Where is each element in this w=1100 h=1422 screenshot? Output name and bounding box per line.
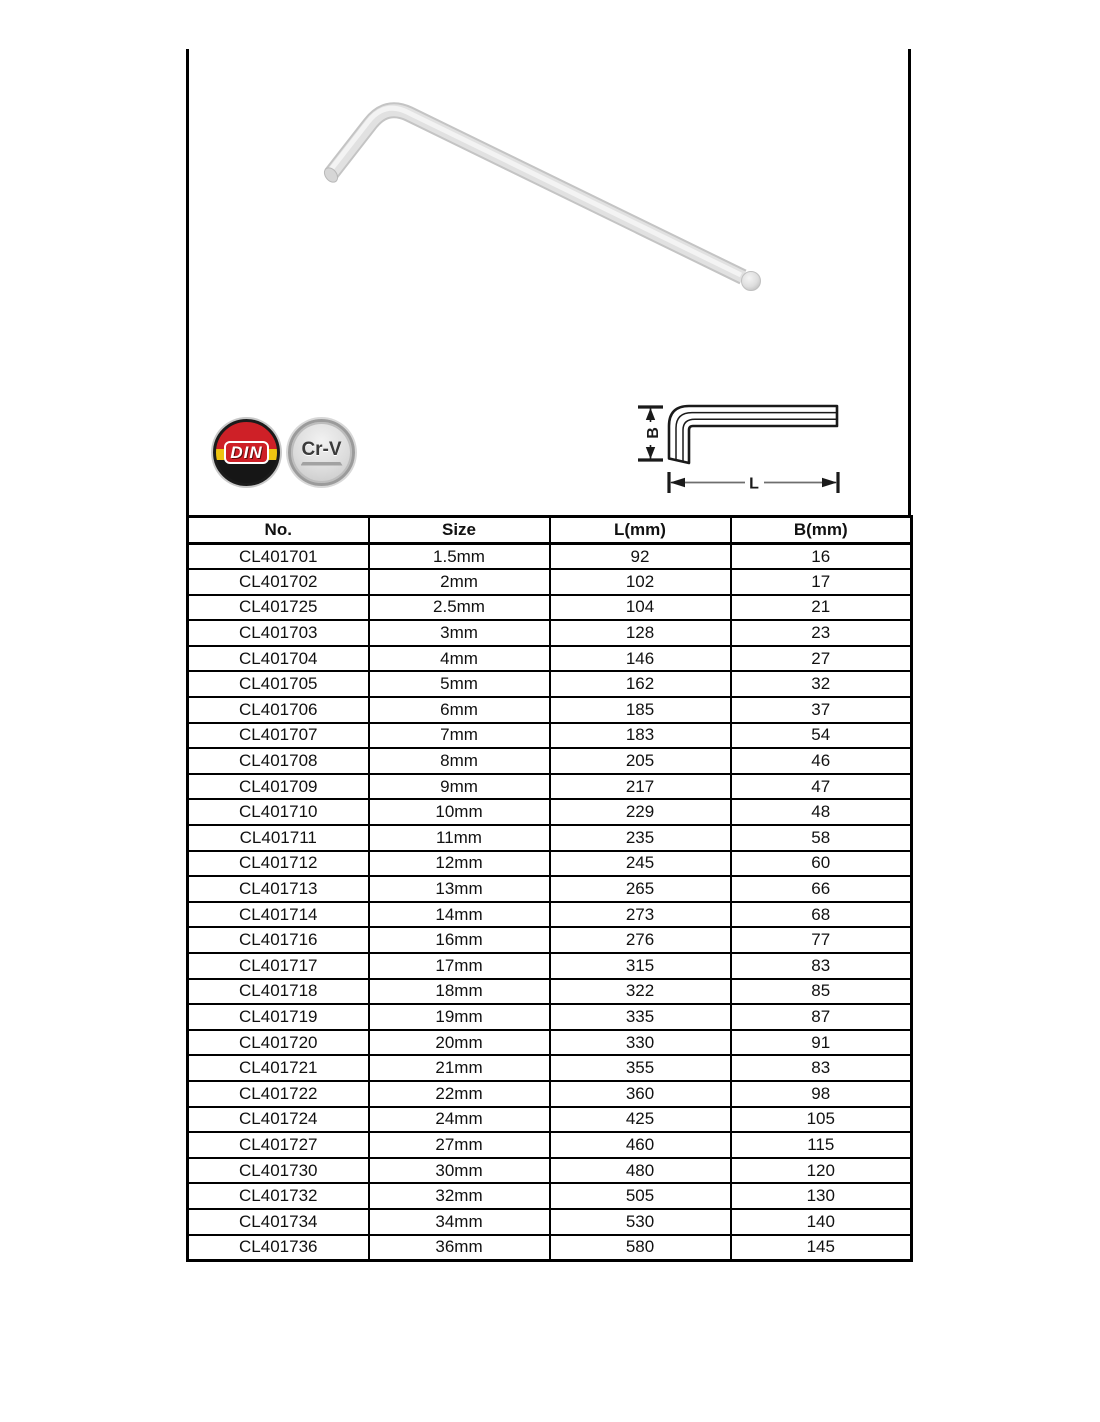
table-cell: 17 — [731, 569, 912, 595]
table-row — [188, 697, 912, 723]
table-cell: 32 — [731, 671, 912, 697]
table-cell: CL401711 — [188, 825, 369, 851]
table-cell: 27 — [731, 646, 912, 672]
table-cell: 505 — [550, 1183, 731, 1209]
dimension-l — [669, 472, 838, 493]
table-cell: CL401722 — [188, 1081, 369, 1107]
table-cell: 87 — [731, 1004, 912, 1030]
table-cell: 7mm — [369, 723, 550, 749]
table-cell: 34mm — [369, 1209, 550, 1235]
table-cell: 92 — [550, 544, 731, 570]
table-cell: 19mm — [369, 1004, 550, 1030]
table-cell: 460 — [550, 1132, 731, 1158]
table-row — [188, 953, 912, 979]
table-cell: 12mm — [369, 851, 550, 877]
table-cell: 530 — [550, 1209, 731, 1235]
table-cell: 17mm — [369, 953, 550, 979]
table-cell: CL401734 — [188, 1209, 369, 1235]
table-cell: CL401703 — [188, 620, 369, 646]
table-cell: CL401714 — [188, 902, 369, 928]
table-cell: 115 — [731, 1132, 912, 1158]
table-cell: 3mm — [369, 620, 550, 646]
table-cell: 16 — [731, 544, 912, 570]
table-cell: 20mm — [369, 1030, 550, 1056]
table-cell: 128 — [550, 620, 731, 646]
table-cell: CL401720 — [188, 1030, 369, 1056]
table-cell: 245 — [550, 851, 731, 877]
table-cell: CL401730 — [188, 1158, 369, 1184]
table-row — [188, 799, 912, 825]
table-cell: 265 — [550, 876, 731, 902]
table-cell: 66 — [731, 876, 912, 902]
table-row — [188, 1055, 912, 1081]
crv-badge-icon — [288, 419, 355, 486]
table-cell: 18mm — [369, 979, 550, 1005]
table-cell: 60 — [731, 851, 912, 877]
table-cell: CL401708 — [188, 748, 369, 774]
spec-table-body — [188, 544, 912, 1261]
table-row — [188, 723, 912, 749]
table-row — [188, 1004, 912, 1030]
table-cell: 146 — [550, 646, 731, 672]
table-row — [188, 748, 912, 774]
table-cell: 335 — [550, 1004, 731, 1030]
table-cell: 37 — [731, 697, 912, 723]
table-cell: CL401727 — [188, 1132, 369, 1158]
table-cell: CL401712 — [188, 851, 369, 877]
hex-key-outline — [669, 406, 837, 463]
table-row — [188, 927, 912, 953]
table-cell: 330 — [550, 1030, 731, 1056]
table-cell: 22mm — [369, 1081, 550, 1107]
table-cell: 24mm — [369, 1107, 550, 1133]
dimension-l-label: L — [749, 475, 759, 493]
table-cell: 36mm — [369, 1235, 550, 1261]
table-cell: 91 — [731, 1030, 912, 1056]
table-cell: CL401706 — [188, 697, 369, 723]
table-cell: 102 — [550, 569, 731, 595]
table-row — [188, 1132, 912, 1158]
table-row — [188, 979, 912, 1005]
table-cell: 104 — [550, 595, 731, 621]
table-cell: 54 — [731, 723, 912, 749]
table-cell: 425 — [550, 1107, 731, 1133]
table-cell: 83 — [731, 1055, 912, 1081]
table-cell: 322 — [550, 979, 731, 1005]
table-cell: 68 — [731, 902, 912, 928]
table-cell: 1.5mm — [369, 544, 550, 570]
table-row — [188, 1183, 912, 1209]
table-cell: 10mm — [369, 799, 550, 825]
table-cell: CL401705 — [188, 671, 369, 697]
table-cell: 8mm — [369, 748, 550, 774]
table-cell: 30mm — [369, 1158, 550, 1184]
table-cell: 145 — [731, 1235, 912, 1261]
product-photo-ball-end-hex-key-icon — [290, 80, 790, 315]
table-cell: CL401709 — [188, 774, 369, 800]
table-cell: 120 — [731, 1158, 912, 1184]
table-cell: 217 — [550, 774, 731, 800]
table-cell: 580 — [550, 1235, 731, 1261]
table-cell: 315 — [550, 953, 731, 979]
table-cell: 14mm — [369, 902, 550, 928]
table-cell: CL401725 — [188, 595, 369, 621]
table-row — [188, 1107, 912, 1133]
table-cell: 235 — [550, 825, 731, 851]
dimension-diagram — [614, 395, 864, 500]
table-cell: 9mm — [369, 774, 550, 800]
table-row — [188, 902, 912, 928]
table-cell: 46 — [731, 748, 912, 774]
table-cell: 276 — [550, 927, 731, 953]
table-cell: 273 — [550, 902, 731, 928]
page-border-right — [908, 49, 911, 516]
table-cell: CL401721 — [188, 1055, 369, 1081]
table-row — [188, 544, 912, 570]
table-cell: 140 — [731, 1209, 912, 1235]
table-cell: 98 — [731, 1081, 912, 1107]
dimension-b-label: B — [645, 427, 662, 439]
table-cell: 83 — [731, 953, 912, 979]
table-cell: 162 — [550, 671, 731, 697]
table-cell: 229 — [550, 799, 731, 825]
column-header: L(mm) — [550, 517, 731, 544]
table-row — [188, 876, 912, 902]
table-cell: CL401716 — [188, 927, 369, 953]
table-cell: 130 — [731, 1183, 912, 1209]
table-row — [188, 671, 912, 697]
column-header: No. — [188, 517, 369, 544]
spec-table — [186, 515, 913, 1262]
table-row — [188, 774, 912, 800]
column-header: B(mm) — [731, 517, 912, 544]
table-cell: CL401732 — [188, 1183, 369, 1209]
table-row — [188, 569, 912, 595]
crv-badge-label: Cr-V — [301, 438, 342, 460]
table-cell: 47 — [731, 774, 912, 800]
table-cell: CL401702 — [188, 569, 369, 595]
table-row — [188, 595, 912, 621]
table-cell: 355 — [550, 1055, 731, 1081]
table-cell: 5mm — [369, 671, 550, 697]
table-row — [188, 851, 912, 877]
table-cell: CL401701 — [188, 544, 369, 570]
table-cell: CL401724 — [188, 1107, 369, 1133]
table-cell: CL401710 — [188, 799, 369, 825]
table-cell: 185 — [550, 697, 731, 723]
table-cell: 77 — [731, 927, 912, 953]
table-cell: CL401719 — [188, 1004, 369, 1030]
table-cell: CL401718 — [188, 979, 369, 1005]
table-cell: 13mm — [369, 876, 550, 902]
table-cell: 27mm — [369, 1132, 550, 1158]
table-cell: 85 — [731, 979, 912, 1005]
table-cell: 183 — [550, 723, 731, 749]
table-cell: CL401704 — [188, 646, 369, 672]
table-cell: 6mm — [369, 697, 550, 723]
column-header: Size — [369, 517, 550, 544]
table-cell: 23 — [731, 620, 912, 646]
table-cell: 58 — [731, 825, 912, 851]
spec-table-header-row — [188, 517, 912, 544]
table-cell: 21 — [731, 595, 912, 621]
table-row — [188, 620, 912, 646]
table-row — [188, 1158, 912, 1184]
table-row — [188, 1209, 912, 1235]
din-badge-label: DIN — [224, 441, 268, 464]
table-cell: 48 — [731, 799, 912, 825]
table-cell: 205 — [550, 748, 731, 774]
table-cell: 360 — [550, 1081, 731, 1107]
page-border-left — [186, 49, 189, 516]
table-row — [188, 1235, 912, 1261]
table-cell: 4mm — [369, 646, 550, 672]
table-cell: 480 — [550, 1158, 731, 1184]
table-row — [188, 1081, 912, 1107]
table-cell: 105 — [731, 1107, 912, 1133]
table-row — [188, 646, 912, 672]
crv-badge-underline — [301, 462, 343, 466]
table-cell: CL401717 — [188, 953, 369, 979]
table-cell: CL401736 — [188, 1235, 369, 1261]
din-badge-icon — [213, 419, 280, 486]
table-cell: 11mm — [369, 825, 550, 851]
dimension-b — [638, 407, 663, 460]
table-cell: CL401713 — [188, 876, 369, 902]
table-cell: 16mm — [369, 927, 550, 953]
table-cell: 2.5mm — [369, 595, 550, 621]
table-cell: 2mm — [369, 569, 550, 595]
table-row — [188, 825, 912, 851]
table-row — [188, 1030, 912, 1056]
table-cell: 32mm — [369, 1183, 550, 1209]
table-cell: 21mm — [369, 1055, 550, 1081]
table-cell: CL401707 — [188, 723, 369, 749]
